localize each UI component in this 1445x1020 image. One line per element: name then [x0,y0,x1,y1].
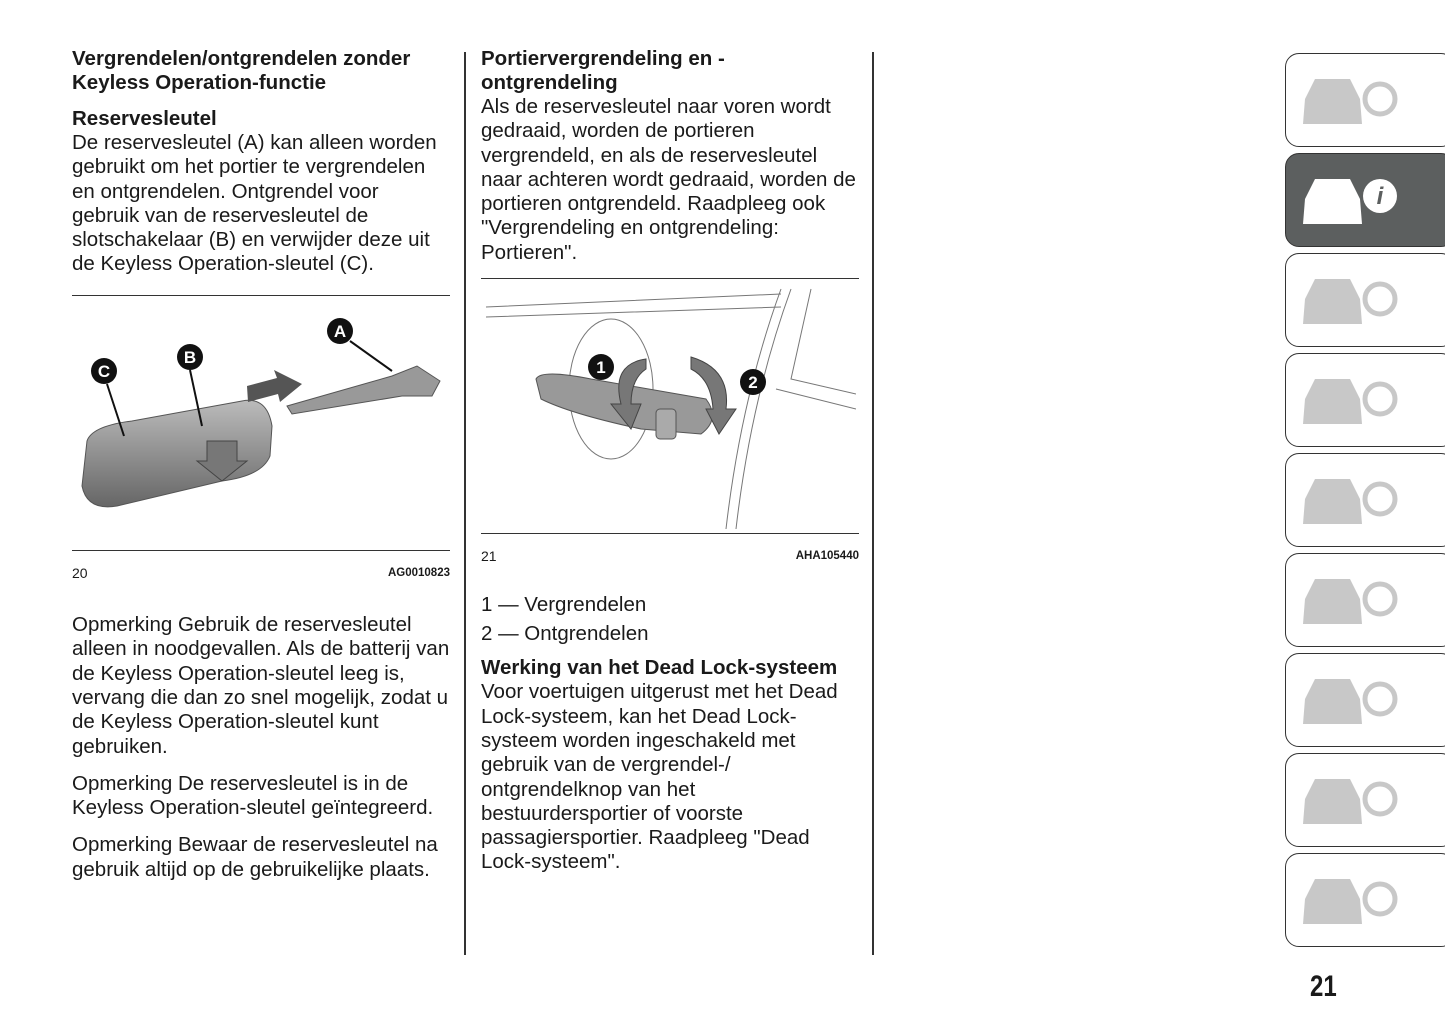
intro-text: De reservesleutel (A) kan alleen worden gebruikt om het portier te vergrendelen en ontgrendelen. Ontgrendel voor gebruik van de reservesleutel de slotschakelaar (B) en verwijder deze uit de Keyless Operation-sleutel (C). [72,131,437,276]
chapter-tab-7[interactable] [1285,653,1445,747]
callout-1: 1 [596,358,606,378]
chapter-tab-1[interactable] [1285,53,1445,147]
note: Opmerking Bewaar de reservesleutel na gebruik altijd op de gebruikelijke plaats. [72,833,438,881]
figure-number: 21 [481,548,497,565]
car-maintenance-icon [1300,664,1420,738]
middle-column [481,47,859,888]
chapter-tab-9[interactable] [1285,853,1445,947]
key-steering-wheel-icon [1300,464,1420,538]
callout-2: 2 [748,373,758,393]
body-text: Voor voertuigen uitgerust met het Dead Lock-systeem, kan het Dead Lock-systeem worden ingeschakeld met gebruik van de vergrendel-/ ontgrendelknop van het bestuurdersportier of voorste passagiersportier. Raadpleeg "Dead Lock-systeem". [481,680,838,874]
section-heading: Portiervergrendeling en -ontgrendeling [481,47,725,94]
column-divider [464,52,466,955]
svg-text:i: i [1376,183,1384,210]
subheading: Reservesleutel [72,107,217,130]
figure-code: AHA105440 [795,550,859,563]
car-search-icon [1300,64,1420,138]
chapter-tab-4[interactable] [1285,353,1445,447]
key-fob-illustration [72,296,447,548]
figure-legend [481,590,859,648]
figure-20 [72,295,450,551]
door-handle-illustration [481,279,856,531]
warning-light-message-icon [1300,264,1420,338]
figure-21 [481,278,859,534]
page-number: 21 [1310,970,1337,1003]
figure-code: AG0010823 [387,566,450,579]
note: Opmerking De reservesleutel is in de Keyless Operation-sleutel geïntegreerd. [72,771,434,820]
legend-item: 1 — Vergrendelen [481,593,647,617]
chapter-tab-6[interactable] [1285,553,1445,647]
section-heading: Werking van het Dead Lock-systeem [481,656,838,680]
technical-data-icon [1300,764,1420,838]
chapter-tab-5[interactable] [1285,453,1445,547]
callout-b: B [183,347,197,367]
note: Opmerking Gebruik de reservesleutel alleen in noodgevallen. Als de batterij van de Keyless Operation-sleutel leeg is, vervang die dan zo snel mogelijk, zodat u de Keyless Operation-sleutel kunt gebruiken. [72,613,450,758]
intro-text: Als de reservesleutel naar voren wordt gedraaid, worden de portieren vergrendeld, en als de reservesleutel naar achteren wordt gedraaid, worden de portieren ontgrendeld. Raadpleeg ook "Vergrendeling en ontgrendeling: Portieren". [481,95,856,264]
chapter-tab-8[interactable] [1285,753,1445,847]
figure-number: 20 [72,564,88,581]
index-icon [1300,864,1420,938]
airbag-seat-icon [1300,364,1420,438]
section-heading: Vergrendelen/ontgrendelen zonder Keyless Operation-functie [72,47,411,94]
chapter-tab-2[interactable] [1285,153,1445,247]
car-emergency-icon [1300,564,1420,638]
column-divider [872,52,874,955]
chapter-tab-3[interactable] [1285,253,1445,347]
legend-item: 2 — Ontgrendelen [481,622,649,646]
callout-a: A [333,321,347,341]
left-column [72,47,450,895]
callout-c: C [97,361,111,381]
car-info-icon [1300,164,1420,238]
